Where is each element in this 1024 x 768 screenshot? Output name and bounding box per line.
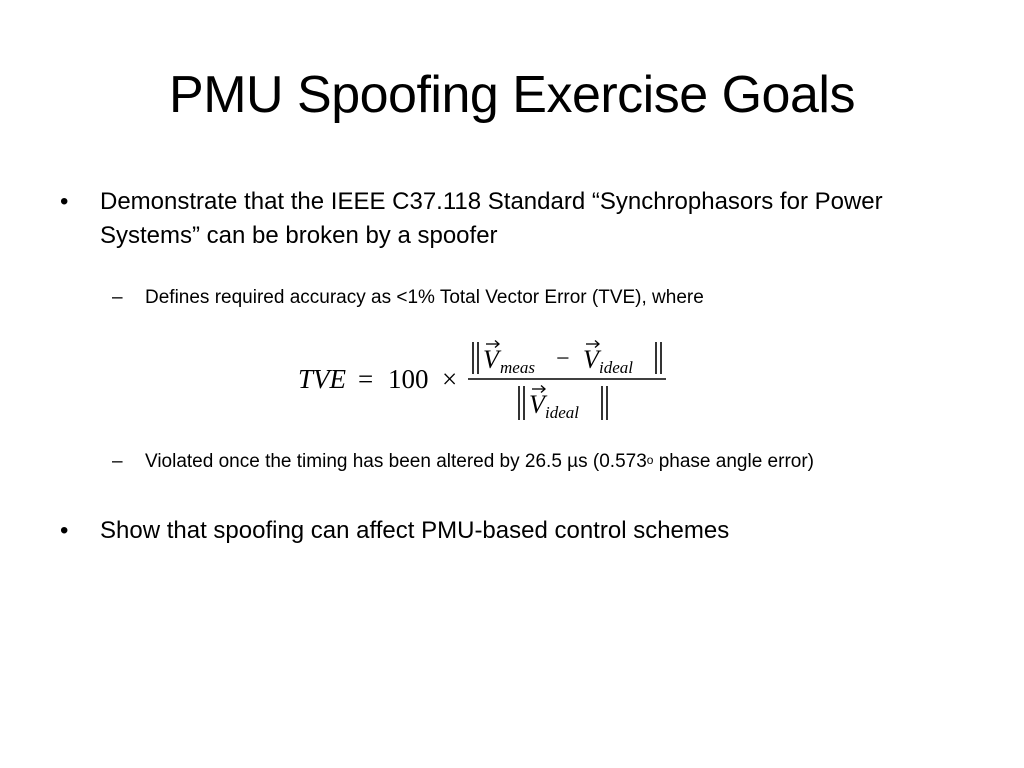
slide-title: PMU Spoofing Exercise Goals [169,66,855,124]
formula-minus: − [556,346,570,372]
denominator-v-symbol: V [529,390,545,419]
numerator-norm-left [473,342,478,374]
subbullet-text-tail: phase angle error) [653,451,814,472]
bullet-text: Show that spoofing can affect PMU-based control schemes [100,517,730,544]
formula-equals: = [358,364,374,394]
v-ideal-subscript: ideal [599,358,633,377]
formula-lhs: TVE [298,364,347,394]
v-ideal-symbol: V [583,345,599,374]
subbullet-marker: – [112,451,123,472]
denominator-norm-right [602,386,607,420]
v-meas-symbol: V [483,345,499,374]
denominator-v-subscript: ideal [545,403,579,422]
subbullet-text [145,449,965,475]
v-meas-subscript: meas [500,358,535,377]
numerator-norm-right [656,342,661,374]
denominator-norm-left [519,386,524,420]
tve-formula-svg [296,336,676,426]
formula-coefficient: 100 [388,364,429,394]
bullet-text: Demonstrate that the IEEE C37.118 Standard “Synchrophasors for Power Systems” can be broken by a spoofer [100,188,883,249]
bullet-marker: • [60,517,69,544]
bullet-marker: • [60,188,69,215]
subbullet-text: Defines required accuracy as <1% Total Vector Error (TVE), where [145,287,704,308]
degree-superscript: o [646,453,654,467]
subbullet-marker: – [112,287,123,308]
formula-times: × [442,364,458,394]
tve-formula [296,336,676,426]
subbullet-text-main: Violated once the timing has been altered by 26.5 µs (0.573 [145,451,647,472]
